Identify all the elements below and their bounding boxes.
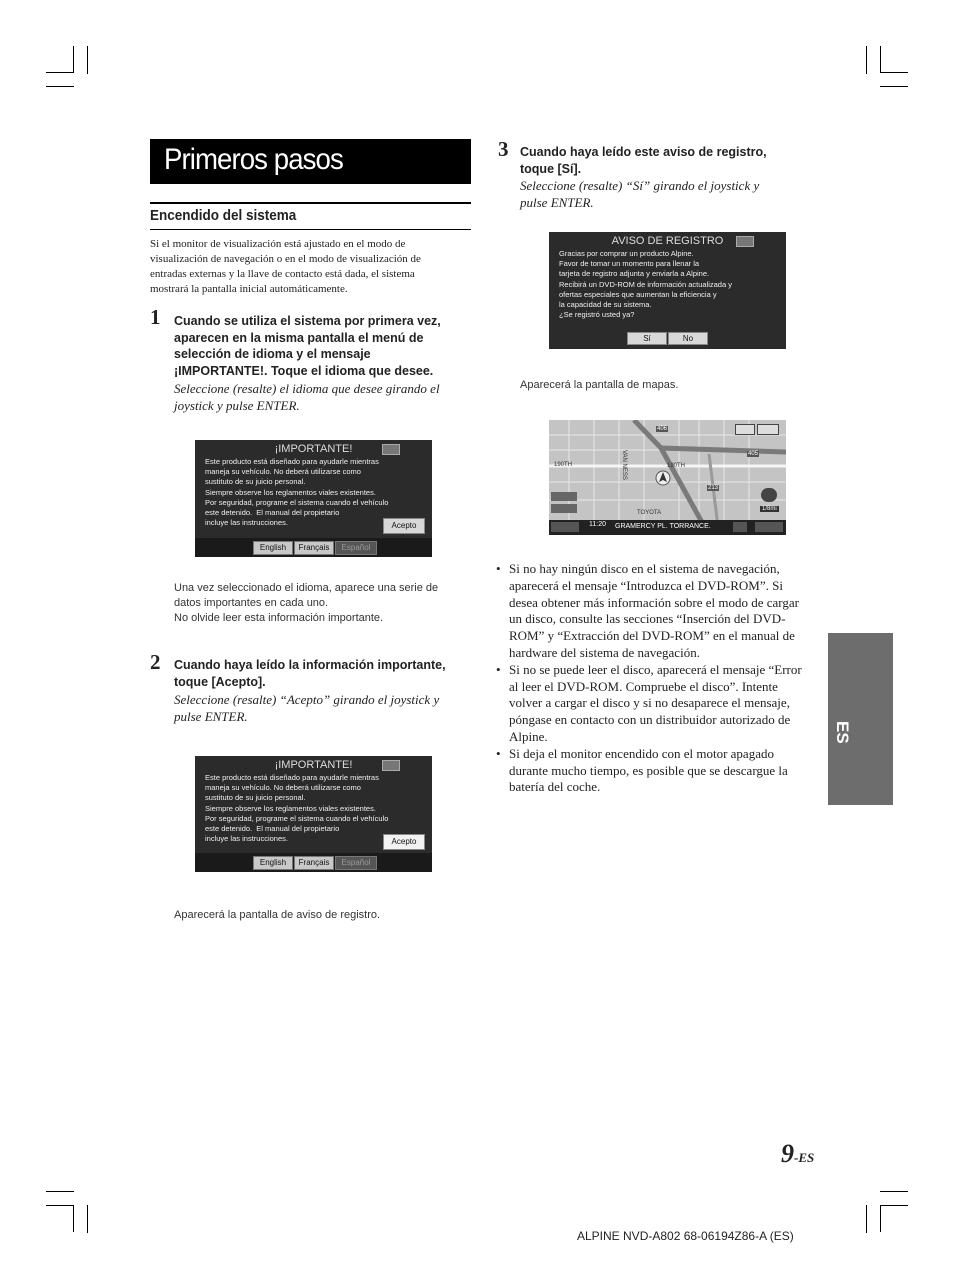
step3-caption: Aparecerá la pantalla de mapas. <box>520 379 679 391</box>
step-number: 2 <box>150 650 161 674</box>
language-side-tab <box>828 633 893 805</box>
step1-subtext: Seleccione (resalte) el idioma que desee girando el joystick y pulse ENTER. <box>174 381 440 413</box>
zoom-out-button[interactable] <box>551 504 577 513</box>
step3-subtext: Seleccione (resalte) “Sí” girando el joystick y pulse ENTER. <box>520 178 760 210</box>
crop-mark <box>866 46 867 74</box>
step1-caption: Una vez seleccionado el idioma, aparece una serie de datos importantes en cada uno. No olvide leer esta información importante. <box>174 582 439 624</box>
screen-body: Gracias por comprar un producto Alpine. Favor de tomar un momento para llenar la tarjeta de registro adjunta y enviarla a Alpine. Recibirá un DVD-ROM de información actualizada y ofertas especiales que aumentan la eficiencia y la capacidad de su sistema. ¿Se registró usted ya? <box>559 249 732 320</box>
crop-mark <box>73 46 74 73</box>
clock: 11:20 <box>589 521 606 528</box>
section-rule-top <box>150 202 471 204</box>
crop-mark <box>73 1205 74 1232</box>
back-icon[interactable] <box>551 522 579 532</box>
page-title: Primeros pasos <box>164 143 343 176</box>
folder-icon <box>382 444 400 455</box>
notes-list <box>493 561 823 796</box>
crop-mark <box>880 1205 908 1206</box>
street-label: 190TH <box>667 463 686 469</box>
info-icon[interactable] <box>733 522 747 532</box>
step-number: 3 <box>498 137 509 161</box>
crop-mark <box>46 86 74 87</box>
lang-espanol-tab[interactable]: Español <box>335 541 377 555</box>
important-screen-2 <box>195 756 432 872</box>
side-tab-label: ES <box>833 721 852 744</box>
crop-mark <box>87 46 88 74</box>
screen-body: Este producto está diseñado para ayudarle mientras maneja su vehículo. No deberá utilizarse como sustituto de su juicio personal. Siempre observe los reglamentos viales existentes. Por seguridad, programe el sistema cuando el vehículo este detenido. El manual del propietario incluye las instrucciones. <box>205 457 389 528</box>
map-screen <box>549 420 786 535</box>
lang-francais-tab[interactable]: Français <box>294 541 334 555</box>
current-street: GRAMERCY PL. TORRANCE. <box>615 523 711 530</box>
map-roads <box>549 420 786 535</box>
folder-icon <box>736 236 754 247</box>
compass-icon[interactable] <box>761 488 777 502</box>
lang-english-tab[interactable]: English <box>253 856 293 870</box>
section-title: Encendido del sistema <box>150 207 297 224</box>
screen-title: ¡IMPORTANTE! <box>274 759 353 771</box>
street-label: VAN NESS <box>621 450 627 480</box>
step2-subtext: Seleccione (resalte) “Acepto” girando el joystick y pulse ENTER. <box>174 692 440 724</box>
si-button[interactable]: Sí <box>627 332 667 345</box>
page-number: 9-ES <box>781 1139 815 1168</box>
list-item: • Si no hay ningún disco en el sistema de navegación, aparecerá el mensaje “Introduzca el DVD-ROM”. Si desea obtener más información sobre el modo de cargar un disco, consulte las secciones “Inserción del DVD- ROM” y “Extracción del DVD-ROM” en el manual de hardware del sistema de navegación. <box>496 561 799 660</box>
screen-title: ¡IMPORTANTE! <box>274 443 353 455</box>
no-button[interactable]: No <box>668 332 708 345</box>
crop-mark <box>880 1191 908 1192</box>
intro-paragraph: Si el monitor de visualización está ajustado en el modo de visualización de navegación o en el modo de visualización de entradas externas y la llave de contacto está dada, el sistema mostrará la pantalla inicial automáticamente. <box>150 238 421 295</box>
crop-mark <box>46 72 74 73</box>
zoom-in-button[interactable] <box>551 492 577 501</box>
map-view-button[interactable] <box>735 424 755 435</box>
step2-instruction: Cuando haya leído la información importante, toque [Acepto]. <box>174 658 446 689</box>
arrow-up-icon[interactable] <box>755 522 783 532</box>
crop-mark <box>880 86 908 87</box>
menu-button[interactable] <box>757 424 779 435</box>
section-rule-bottom <box>150 229 471 230</box>
list-item: • Si deja el monitor encendido con el motor apagado durante mucho tiempo, es posible que se descargue la batería del coche. <box>496 745 788 795</box>
street-label: TOYOTA <box>637 510 662 516</box>
route-shield: 405 <box>748 451 759 457</box>
footer-code: ALPINE NVD-A802 68-06194Z86-A (ES) <box>577 1229 794 1243</box>
step1-instruction: Cuando se utiliza el sistema por primera vez, aparecen en la misma pantalla el menú de selección de idioma y el mensaje ¡IMPORTANTE!. Toque el idioma que desee. <box>174 314 441 378</box>
crop-mark <box>87 1205 88 1233</box>
list-item: • Si no se puede leer el disco, aparecerá el mensaje “Error al leer el DVD-ROM. Compruebe el disco”. Intente volver a cargar el disco y si no desaparece el mensaje, póngase en contacto con un distribuidor autorizado de Alpine. <box>496 661 802 744</box>
route-shield: 406 <box>657 426 668 432</box>
crop-mark <box>46 1191 74 1192</box>
crop-mark <box>880 72 908 73</box>
acepto-button[interactable]: Acepto <box>383 834 425 850</box>
screen-body: Este producto está diseñado para ayudarle mientras maneja su vehículo. No deberá utilizarse como sustituto de su juicio personal. Siempre observe los reglamentos viales existentes. Por seguridad, programe el sistema cuando el vehículo este detenido. El manual del propietario incluye las instrucciones. <box>205 773 389 844</box>
acepto-button[interactable]: Acepto <box>383 518 425 534</box>
screen-title: AVISO DE REGISTRO <box>611 235 724 247</box>
street-label: 190TH <box>554 462 573 468</box>
folder-icon <box>382 760 400 771</box>
crop-mark <box>46 1205 74 1206</box>
registro-screen <box>549 232 786 349</box>
lang-english-tab[interactable]: English <box>253 541 293 555</box>
map-scale: 1/8mi <box>762 506 777 512</box>
important-screen-1 <box>195 440 432 557</box>
step-number: 1 <box>150 305 161 329</box>
step2-caption: Aparecerá la pantalla de aviso de registro. <box>174 909 381 921</box>
step3-instruction: Cuando haya leído este aviso de registro, toque [Sí]. <box>520 145 767 176</box>
route-shield: 213 <box>708 485 719 491</box>
lang-francais-tab[interactable]: Français <box>294 856 334 870</box>
crop-mark <box>866 1205 867 1233</box>
lang-espanol-tab[interactable]: Español <box>335 856 377 870</box>
crop-mark <box>880 46 881 73</box>
crop-mark <box>880 1205 881 1232</box>
page-title-bar <box>150 139 471 184</box>
